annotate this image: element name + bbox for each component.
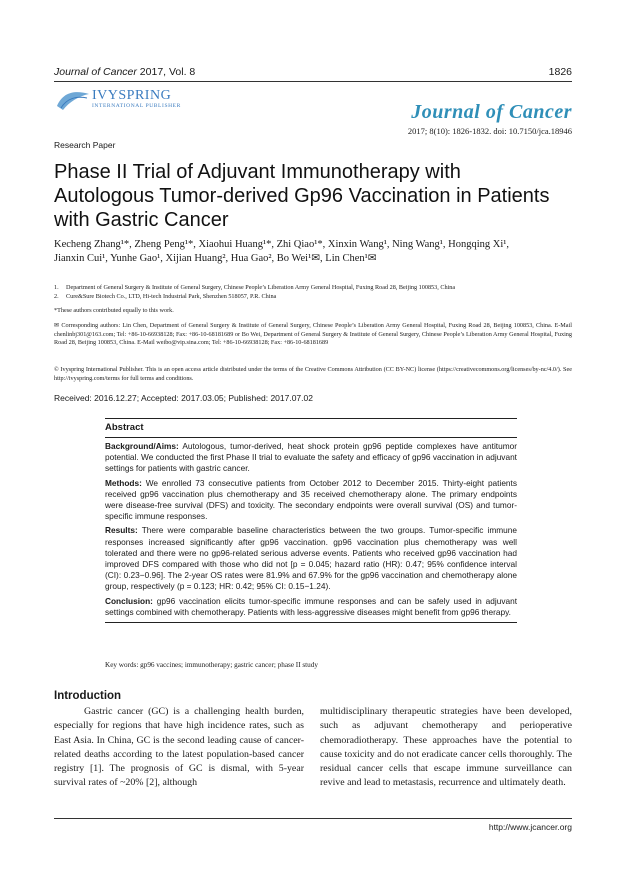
introduction-column-2: multidisciplinary therapeutic strategies have been developed, such as adjuvant chemotherapy and perioperative chemoradiotherapy. These approaches have the potential to cause toxicity and do not eradicate cancer cells thoroughly. The residual cancer cells that escape immune surveillance can revive and lead to metastasis, recurrence and ultimately death.: [320, 706, 572, 789]
author-line-2: Jianxin Cui¹, Yunhe Gao¹, Xijian Huang², Hua Gao², Bo Wei¹✉, Lin Chen¹✉: [54, 253, 377, 264]
affiliations: [54, 284, 572, 301]
footer-url: http://www.jcancer.org: [488, 822, 572, 832]
article-title: Phase II Trial of Adjuvant Immunotherapy with Autologous Tumor-derived Gp96 Vaccination in Patients with Gastric Cancer: [54, 161, 550, 231]
license-statement: © Ivyspring International Publisher. This is an open access article distributed under the terms of the Creative Commons Attribution (CC BY-NC) license (https://creativecommons.org/licenses/by-nc/4.0/). See http://ivyspring.com/terms for full terms and conditions.: [54, 366, 572, 382]
citation: 2017; 8(10): 1826-1832. doi: 10.7150/jca.18946: [407, 126, 572, 136]
running-journal-name: Journal of Cancer: [54, 66, 137, 78]
abstract-heading: Abstract: [105, 418, 517, 438]
publication-dates: Received: 2016.12.27; Accepted: 2017.03.05; Published: 2017.07.02: [54, 393, 313, 403]
abstract-box: [105, 418, 517, 623]
abstract-conclusion: Conclusion: gp96 vaccination elicits tumor-specific immune responses and can be safely used in adjuvant settings combined with chemotherapy. Patients with less-aggressive diseases might benefit from gp96 therapy.: [105, 595, 517, 617]
header-rule: [54, 81, 572, 82]
publisher-logo-name: IVYSPRING: [92, 88, 172, 103]
abstract-methods: Methods: We enrolled 73 consecutive patients from October 2012 to December 2015. Thirty-eight patients received gp96 vaccination plus chemotherapy and 35 received chemotherapy alone. The primary endpoints were disease-free survival (DFS) and toxicity. The secondary endpoints were overall survival (OS) and tumor-specific immune responses.: [105, 477, 517, 522]
abstract-results: Results: There were comparable baseline characteristics between the two groups. Tumor-specific immune responses increased significantly after gp96 vaccination. gp96 vaccination plus chemotherapy was well tolerated and there were no gp96-related serious adverse events. Patients who received gp96 vaccination had improved DFS compared with those who did not [p = 0.045; hazard ratio (HR): 0.47; 95% confidence interval (CI): 0.23−0.96]. The 2-year OS rates were 81.9% and 67.9% for the gp96 vaccination and chemotherapy alone group, respectively (p = 0.123; HR: 0.42; 95% CI: 0.15−1.24).: [105, 525, 517, 592]
publisher-logo-sub: INTERNATIONAL PUBLISHER: [92, 103, 181, 109]
affiliation-2: 2. Cure&Sure Biotech Co., LTD, Hi-tech Industrial Park, Shenzhen 518057, P.R. China: [54, 292, 277, 300]
keywords: Key words: gp96 vaccines; immunotherapy; gastric cancer; phase II study: [105, 661, 318, 669]
introduction-heading: Introduction: [54, 690, 122, 702]
running-header: [54, 66, 572, 78]
corresponding-authors: ✉ Corresponding authors: Lin Chen, Department of General Surgery & Institute of General Surgery, Chinese People’s Liberation Army General Hospital, Fuxing Road 28, Beijing 100853, China. E-Mail chenlinbj301@163.com; Tel: +86-10-66938128; Fax: +86-10-68181689 or Bo Wei, Department of General Surgery & Institute of General Surgery, Chinese People’s Liberation Army General Hospital, Fuxing Road 28, Beijing 100853, China. E-Mail weibo@vip.sina.com; Tel: +86-10-66938128; Fax: +86-10-68181689: [54, 322, 572, 347]
article-type: Research Paper: [54, 140, 116, 150]
ivyspring-leaf-icon: [55, 88, 91, 112]
running-year-volume: 2017, Vol. 8: [136, 66, 196, 78]
equal-contribution-note: *These authors contributed equally to this work.: [54, 307, 174, 314]
author-list: [54, 238, 572, 266]
affiliation-1: 1. Department of General Surgery & Institute of General Surgery, Chinese People’s Liberation Army General Hospital, Fuxing Road 28, Beijing 100853, China: [54, 284, 456, 291]
page-number: 1826: [548, 66, 572, 78]
abstract-background: Background/Aims: Autologous, tumor-derived, heat shock protein gp96 peptide complexes have antitumor potential. We conducted the first Phase II trial to evaluate the safety and efficacy of gp96 vaccination in adjuvant settings for patients with gastric cancer.: [105, 441, 517, 474]
abstract-bottom-rule: [105, 622, 517, 623]
author-line-1: Kecheng Zhang¹*, Zheng Peng¹*, Xiaohui Huang¹*, Zhi Qiao¹*, Xinxin Wang¹, Ning Wang¹, Hongqing Xi¹,: [54, 239, 510, 250]
journal-logo: Journal of Cancer: [411, 101, 572, 123]
introduction-column-1: Gastric cancer (GC) is a challenging health burden, especially for regions that have high incidence rates, such as East Asia. In China, GC is the second leading cause of cancer-related deaths according to the latest population-based cancer registry [1]. The prognosis of GC is dismal, with 5-year survival rates of ~20% [2], although: [54, 706, 304, 789]
footer-rule: [54, 818, 572, 819]
